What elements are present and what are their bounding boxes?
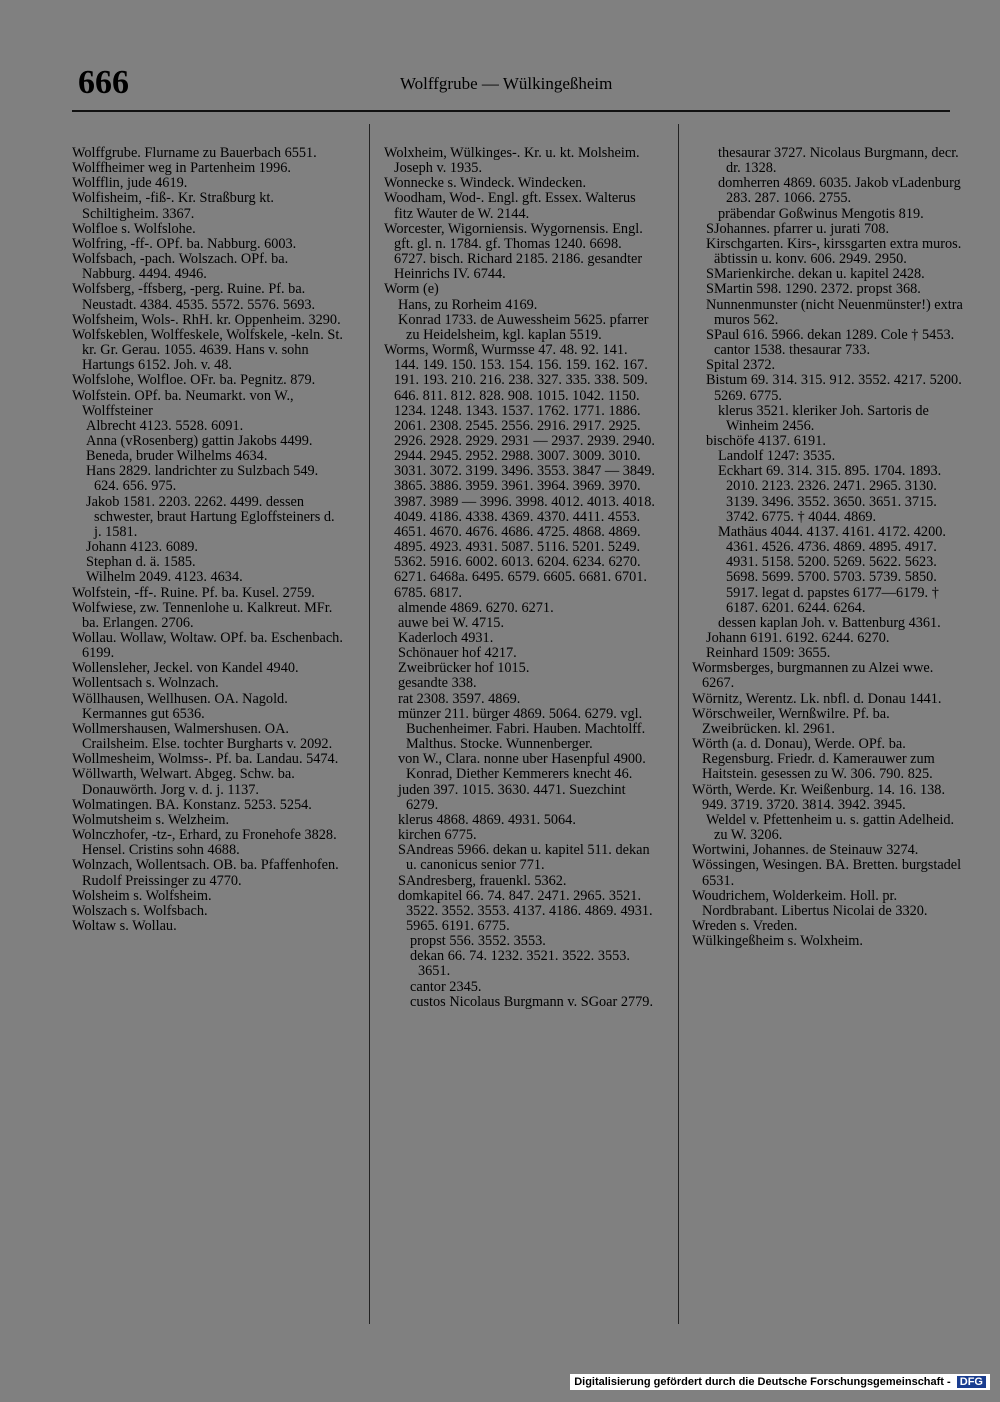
index-entry: Wörschweiler, Wernßwilre. Pf. ba. Zweibrücken. kl. 2961. (692, 705, 894, 737)
index-column-3 (692, 145, 967, 950)
index-entry: Johann 6191. 6192. 6244. 6270. (706, 630, 890, 646)
index-entry: Wolmatingen. BA. Konstanz. 5253. 5254. (72, 796, 312, 813)
index-entry: Wolxheim, Wülkinges-. Kr. u. kt. Molsheim. Joseph v. 1935. (384, 145, 644, 177)
index-entry: Hans 2829. landrichter zu Sulzbach 549. 624. 656. 975. (86, 463, 322, 495)
index-entry: Worm (e) (384, 281, 439, 298)
index-entry: Wolnczhofer, -tz-, Erhard, zu Fronehofe 3828. Hensel. Cristins sohn 4688. (72, 827, 341, 859)
index-entry: auwe bei W. 4715. (398, 614, 505, 631)
index-entry: klerus 4868. 4869. 4931. 5064. (398, 811, 576, 828)
index-entry: Worcester, Wigorniensis. Wygornensis. Engl. gft. gl. n. 1784. gf. Thomas 1240. 6698. 6727. bisch. Richard 2185. 2186. gesandter Heinrichs IV. 6744. (384, 220, 647, 283)
index-entry: Schönauer hof 4217. (398, 645, 517, 662)
index-entry: Wolfloe s. Wolfslohe. (72, 220, 196, 237)
index-entry: Konrad 1733. de Auwessheim 5625. pfarrer zu Heidelsheim, kgl. kaplan 5519. (398, 311, 653, 343)
index-entry: Wollau. Wollaw, Woltaw. OPf. ba. Eschenbach. 6199. (72, 630, 347, 662)
index-entry: Wolsheim s. Wolfsheim. (72, 887, 212, 904)
index-entry: Wilhelm 2049. 4123. 4634. (86, 569, 243, 586)
index-entry: kirchen 6775. (398, 827, 477, 844)
index-entry: Wörnitz, Werentz. Lk. nbfl. d. Donau 1441. (692, 690, 942, 707)
index-entry: Albrecht 4123. 5528. 6091. (86, 417, 244, 434)
index-entry: Wollmesheim, Wolmss-. Pf. ba. Landau. 5474. (72, 751, 339, 768)
index-entry: rat 2308. 3597. 4869. (398, 690, 521, 707)
index-entry: Wolfskeblen, Wolffeskele, Wolfskele, -keln. St. kr. Gr. Gerau. 1055. 4639. Hans v. sohn Hartungs 6152. Joh. v. 48. (72, 326, 347, 374)
index-entry: Wolfslohe, Wolfloe. OFr. ba. Pegnitz. 879. (72, 372, 316, 389)
index-column-2 (384, 145, 659, 1010)
index-entry: präbendar Goßwinus Mengotis 819. (718, 205, 924, 222)
footer-text: Digitalisierung gefördert durch die Deutsche Forschungsgemeinschaft - (574, 1376, 951, 1388)
index-entry: klerus 3521. kleriker Joh. Sartoris de Winheim 2456. (718, 402, 933, 434)
index-entry: bischöfe 4137. 6191. (706, 432, 826, 449)
index-entry: Woltaw s. Wollau. (72, 917, 177, 934)
index-entry: Wolffgrube. Flurname zu Bauerbach 6551. (72, 145, 317, 161)
index-entry: Wollensleher, Jeckel. von Kandel 4940. (72, 660, 299, 677)
index-entry: domherren 4869. 6035. Jakob vLadenburg 283. 287. 1066. 2755. (718, 175, 965, 207)
index-entry: Wolfflin, jude 4619. (72, 175, 188, 192)
index-entry: Kirschgarten. Kirs-, kirssgarten extra muros. äbtissin u. konv. 606. 2949. 2950. (706, 235, 965, 268)
index-entry: Wöllwarth, Welwart. Abgeg. Schw. ba. Donauwörth. Jorg v. d. j. 1137. (72, 766, 299, 798)
index-entry: Reinhard 1509: 3655. (706, 645, 831, 662)
index-entry: custos Nicolaus Burgmann v. SGoar 2779. (410, 993, 654, 1010)
index-entry: Mathäus 4044. 4137. 4161. 4172. 4200. 4361. 4526. 4736. 4869. 4895. 4917. 4931. 5158. 5200. 5269. 5622. 5623. 5698. 5699. 5700. 5703. 5739. 5850. 5917. legat d. papstes 6177—6179. † 6187. 6201. 6244. 6264. (718, 523, 950, 616)
index-entry: dekan 66. 74. 1232. 3521. 3522. 3553. 3651. (410, 948, 634, 980)
index-entry: von W., Clara. nonne uber Hasenpful 4900. Konrad, Diether Kemmerers knecht 46. (398, 751, 650, 783)
index-entry: Wortwini, Johannes. de Steinauw 3274. (692, 842, 919, 859)
index-entry: dessen kaplan Joh. v. Battenburg 4361. (718, 614, 941, 631)
index-entry: gesandte 338. (398, 675, 477, 692)
index-entry: Wolfsheim, Wols-. RhH. kr. Oppenheim. 3290. (72, 311, 341, 328)
index-entry: Eckhart 69. 314. 315. 895. 1704. 1893. 2010. 2123. 2326. 2471. 2965. 3130. 3139. 3496. 3552. 3650. 3651. 3715. 3742. 6775. † 4044. 4869. (718, 463, 945, 525)
index-entry: SAndreas 5966. dekan u. kapitel 511. dekan u. canonicus senior 771. (398, 842, 654, 874)
index-entry: Woudrichem, Wolderkeim. Holl. pr. Nordbrabant. Libertus Nicolai de 3320. (692, 887, 928, 919)
index-entry: Wolfwiese, zw. Tennenlohe u. Kalkreut. MFr. ba. Erlangen. 2706. (72, 599, 336, 631)
page-number: 666 (78, 64, 129, 101)
index-entry: Wolfisheim, -fiß-. Kr. Straßburg kt. Schiltigheim. 3367. (72, 190, 278, 222)
index-entry: Spital 2372. (706, 357, 776, 374)
index-entry: SAndresberg, frauenkl. 5362. (398, 872, 567, 889)
index-entry: Wormsberges, burgmannen zu Alzei wwe. 6267. (692, 660, 937, 692)
column-divider-left (369, 124, 370, 1324)
index-entry: Hans, zu Rorheim 4169. (398, 296, 538, 313)
index-entry: Wöllhausen, Wellhusen. OA. Nagold. Kermannes gut 6536. (72, 690, 292, 722)
running-head: Wolffgrube — Wülkingeßheim (400, 74, 613, 93)
index-entry: Beneda, bruder Wilhelms 4634. (86, 448, 268, 465)
index-entry: Wolfring, -ff-. OPf. ba. Nabburg. 6003. (72, 235, 297, 252)
index-entry: Worms, Wormß, Wurmsse 47. 48. 92. 141. 144. 149. 150. 153. 154. 156. 159. 162. 167. 191. 193. 210. 216. 238. 327. 335. 338. 509. 646. 811. 812. 828. 908. 1015. 1042. 1150. 1234. 1248. 1343. 1537. 1762. 1771. 1886. 2061. 2308. 2545. 2556. 2916. 2917. 2925. 2926. 2928. 2929. 2931 — 2937. 2939. 2940. 2944. 2945. 2952. 2988. 3007. 3009. 3010. 3031. 3072. 3199. 3496. 3553. 3847 — 3849. 3865. 3886. 3959. 3961. 3964. 3969. 3970. 3987. 3989 — 3996. 3998. 4012. 4013. 4018. 4049. 4186. 4338. 4369. 4370. 4411. 4553. 4651. 4670. 4676. 4686. 4725. 4868. 4869. 4895. 4923. 4931. 5087. 5116. 5201. 5249. 5362. 5916. 6002. 6013. 6204. 6234. 6270. 6271. 6468a. 6495. 6579. 6605. 6681. 6701. 6785. 6817. (384, 342, 659, 601)
index-entry: Wolszach s. Wolfsbach. (72, 902, 208, 919)
index-entry: Nunnenmunster (nicht Neuenmünster!) extra muros 562. (706, 296, 967, 328)
index-entry: Wreden s. Vreden. (692, 917, 798, 934)
index-entry: Weldel v. Pfettenheim u. s. gattin Adelheid. zu W. 3206. (706, 811, 958, 844)
index-entry: Bistum 69. 314. 315. 912. 3552. 4217. 5200. 5269. 6775. (706, 372, 966, 404)
header-rule (72, 110, 950, 112)
index-entry: Johann 4123. 6089. (86, 539, 198, 556)
index-entry: Wülkingeßheim s. Wolxheim. (692, 933, 863, 950)
index-entry: Wörth (a. d. Donau), Werde. OPf. ba. Regensburg. Friedr. d. Kamerauwer zum Haitstein. gesessen zu W. 306. 790. 825. (692, 736, 939, 783)
index-entry: Wörth, Werde. Kr. Weißenburg. 14. 16. 138. 949. 3719. 3720. 3814. 3942. 3945. (692, 781, 949, 813)
index-entry: domkapitel 66. 74. 847. 2471. 2965. 3521. 3522. 3552. 3553. 4137. 4186. 4869. 4931. 5965. 6191. 6775. (398, 887, 657, 934)
index-entry: Wolffheimer weg in Partenheim 1996. (72, 160, 291, 177)
index-entry: SMartin 598. 1290. 2372. propst 368. (706, 281, 921, 298)
column-divider-right (678, 124, 679, 1324)
index-entry: cantor 2345. (410, 978, 482, 995)
index-entry: SPaul 616. 5966. dekan 1289. Cole † 5453. cantor 1538. thesaurar 733. (706, 326, 958, 359)
index-entry: Wonnecke s. Windeck. Windecken. (384, 175, 587, 192)
index-entry: Wössingen, Wesingen. BA. Bretten. burgstadel 6531. (692, 857, 965, 889)
dfg-logo: DFG (957, 1376, 986, 1388)
index-column-1 (72, 145, 347, 934)
index-entry: juden 397. 1015. 3630. 4471. Suezchint 6279. (398, 781, 630, 813)
index-entry: thesaurar 3727. Nicolaus Burgmann, decr. dr. 1328. (718, 145, 963, 177)
index-entry: Wolfsberg, -ffsberg, -perg. Ruine. Pf. ba. Neustadt. 4384. 4535. 5572. 5576. 5693. (72, 281, 316, 313)
index-entry: SMarienkirche. dekan u. kapitel 2428. (706, 266, 925, 283)
index-entry: almende 4869. 6270. 6271. (398, 599, 554, 616)
index-entry: Wollmershausen, Walmershusen. OA. Crailsheim. Else. tochter Burgharts v. 2092. (72, 720, 333, 753)
index-entry: Stephan d. ä. 1585. (86, 554, 196, 571)
index-entry: SJohannes. pfarrer u. jurati 708. (706, 220, 890, 237)
index-entry: Anna (vRosenberg) gattin Jakobs 4499. (86, 432, 313, 449)
footer-credit (570, 1374, 990, 1390)
index-entry: Wollentsach s. Wolnzach. (72, 675, 219, 692)
index-entry: Wolfstein. OPf. ba. Neumarkt. von W., Wolffsteiner (72, 387, 297, 419)
index-entry: Kaderloch 4931. (398, 630, 494, 646)
index-entry: Wolmutsheim s. Welzheim. (72, 811, 230, 828)
index-entry: propst 556. 3552. 3553. (410, 933, 546, 950)
index-entry: Wolfstein, -ff-. Ruine. Pf. ba. Kusel. 2759. (72, 584, 315, 601)
index-entry: Woodham, Wod-. Engl. gft. Essex. Walterus fitz Wauter de W. 2144. (384, 190, 640, 222)
index-entry: Wolfsbach, -pach. Wolszach. OPf. ba. Nabburg. 4494. 4946. (72, 251, 292, 283)
index-entry: Zweibrücker hof 1015. (398, 660, 530, 677)
index-entry: münzer 211. bürger 4869. 5064. 6279. vgl. Buchenheimer. Fabri. Hauben. Machtolff. Malthus. Stocke. Wunnenberger. (398, 705, 649, 753)
index-entry: Wolnzach, Wollentsach. OB. ba. Pfaffenhofen. Rudolf Preissinger zu 4770. (72, 857, 343, 889)
index-entry: Jakob 1581. 2203. 2262. 4499. dessen schwester, braut Hartung Egloffsteiners d. j. 1581. (86, 493, 339, 540)
index-entry: Landolf 1247: 3535. (718, 448, 836, 465)
